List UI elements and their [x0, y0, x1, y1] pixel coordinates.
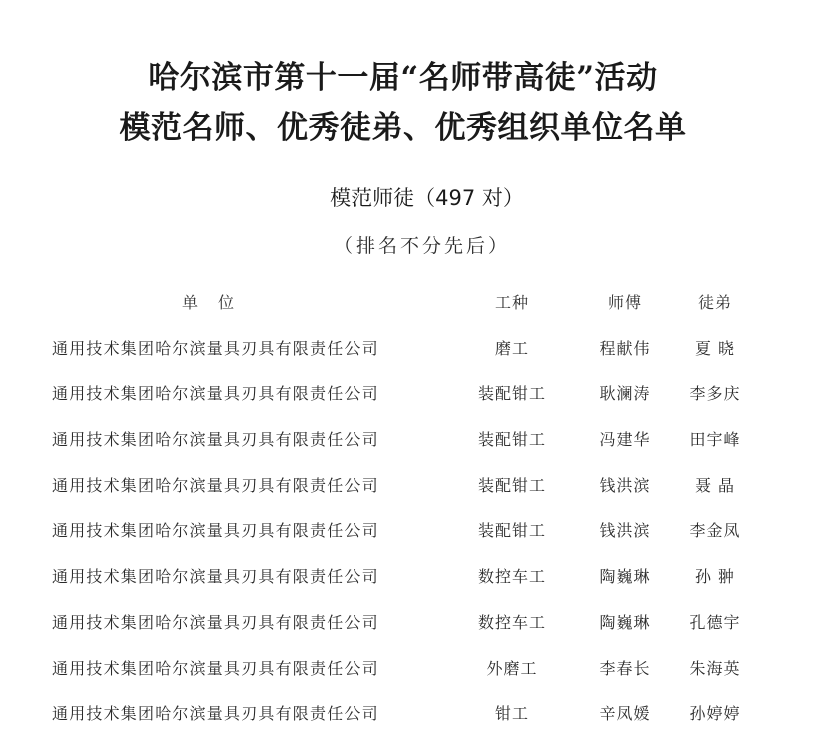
document-title-line-2: 模范名师、优秀徒弟、优秀组织单位名单 — [119, 110, 687, 146]
master-cell: 陶巍琳 — [599, 612, 651, 632]
trade-cell: 装配钳工 — [477, 384, 546, 404]
table-row — [0, 375, 830, 421]
trade-cell: 数控车工 — [477, 567, 546, 587]
table-row — [0, 467, 830, 513]
apprentice-cell: 孙 翀 — [694, 567, 736, 587]
apprentice-cell: 朱海英 — [689, 658, 741, 678]
header-apprentice: 徒弟 — [697, 293, 732, 312]
master-cell: 陶巍琳 — [599, 567, 651, 587]
table-row — [0, 604, 830, 650]
apprentice-cell: 聂 晶 — [694, 475, 736, 495]
unit-cell: 通用技术集团哈尔滨量具刃具有限责任公司 — [52, 521, 379, 541]
header-unit: 单位 — [182, 293, 255, 312]
trade-cell: 钳工 — [494, 704, 529, 724]
unit-cell: 通用技术集团哈尔滨量具刃具有限责任公司 — [52, 704, 379, 724]
header-trade: 工种 — [494, 293, 529, 312]
section-subtitle: 模范师徒（497 对） — [330, 186, 524, 210]
trade-cell: 装配钳工 — [477, 430, 546, 450]
table-row — [0, 421, 830, 467]
master-cell: 钱洪滨 — [599, 475, 651, 495]
trade-cell: 数控车工 — [477, 612, 546, 632]
table-row — [0, 558, 830, 604]
header-master: 师傅 — [607, 293, 642, 312]
apprentice-cell: 田宇峰 — [689, 430, 741, 450]
unit-cell: 通用技术集团哈尔滨量具刃具有限责任公司 — [52, 475, 379, 495]
table-row — [0, 512, 830, 558]
trade-cell: 装配钳工 — [477, 521, 546, 541]
apprentice-cell: 孙婷婷 — [689, 704, 741, 724]
document-title-line-1: 哈尔滨市第十一届“名师带高徒”活动 — [148, 60, 658, 96]
apprentice-cell: 夏 晓 — [694, 338, 736, 358]
table-header-row — [0, 284, 830, 330]
table-row — [0, 330, 830, 376]
unit-cell: 通用技术集团哈尔滨量具刃具有限责任公司 — [52, 567, 379, 587]
unit-cell: 通用技术集团哈尔滨量具刃具有限责任公司 — [52, 658, 379, 678]
apprentice-cell: 李多庆 — [689, 384, 741, 404]
award-table — [0, 284, 830, 741]
table-row — [0, 650, 830, 696]
apprentice-cell: 李金凤 — [689, 521, 741, 541]
trade-cell: 装配钳工 — [477, 475, 546, 495]
trade-cell: 磨工 — [494, 338, 529, 358]
apprentice-cell: 孔德宇 — [689, 612, 741, 632]
ranking-note: （排名不分先后） — [333, 235, 510, 257]
master-cell: 冯建华 — [599, 430, 651, 450]
master-cell: 钱洪滨 — [599, 521, 651, 541]
table-row — [0, 695, 830, 741]
master-cell: 辛凤媛 — [599, 704, 651, 724]
trade-cell: 外磨工 — [486, 658, 538, 678]
unit-cell: 通用技术集团哈尔滨量具刃具有限责任公司 — [52, 384, 379, 404]
unit-cell: 通用技术集团哈尔滨量具刃具有限责任公司 — [52, 430, 379, 450]
master-cell: 李春长 — [599, 658, 651, 678]
unit-cell: 通用技术集团哈尔滨量具刃具有限责任公司 — [52, 612, 379, 632]
master-cell: 程献伟 — [599, 338, 651, 358]
unit-cell: 通用技术集团哈尔滨量具刃具有限责任公司 — [52, 338, 379, 358]
master-cell: 耿澜涛 — [599, 384, 651, 404]
